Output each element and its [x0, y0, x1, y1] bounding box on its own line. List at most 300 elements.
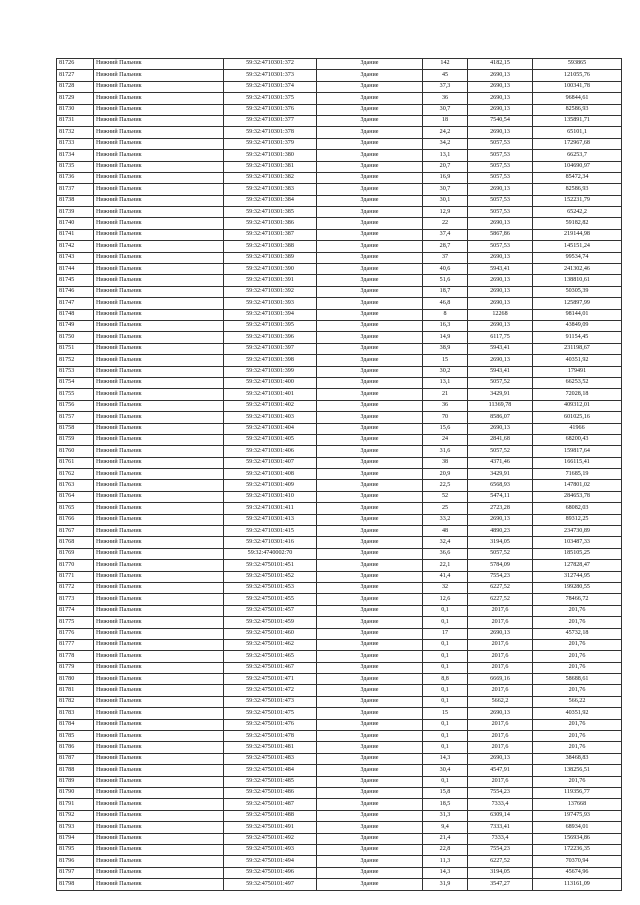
object-type-cell: Здание	[317, 639, 423, 650]
row-number-cell: 81791	[57, 799, 94, 810]
cadastral-number-cell: 59:32:4710301:379	[224, 138, 317, 149]
area-cell: 30,7	[423, 184, 468, 195]
settlement-cell: Нижний Пальник	[94, 286, 224, 297]
row-number-cell: 81753	[57, 366, 94, 377]
row-number-cell: 81784	[57, 719, 94, 730]
object-type-cell: Здание	[317, 537, 423, 548]
row-number-cell: 81735	[57, 161, 94, 172]
row-number-cell: 81766	[57, 514, 94, 525]
area-cell: 70	[423, 412, 468, 423]
settlement-cell: Нижний Пальник	[94, 355, 224, 366]
area-cell: 17	[423, 628, 468, 639]
table-row	[57, 70, 622, 81]
row-number-cell: 81777	[57, 639, 94, 650]
table-row	[57, 776, 622, 787]
object-type-cell: Здание	[317, 799, 423, 810]
cadastral-value-cell: 89312,25	[533, 514, 622, 525]
area-cell: 21,4	[423, 833, 468, 844]
cadastral-value-cell: 601025,16	[533, 412, 622, 423]
row-number-cell: 81746	[57, 286, 94, 297]
row-number-cell: 81770	[57, 560, 94, 571]
area-cell: 28,7	[423, 241, 468, 252]
cadastral-number-cell: 59:32:4750101:467	[224, 662, 317, 673]
object-type-cell: Здание	[317, 229, 423, 240]
object-type-cell: Здание	[317, 81, 423, 92]
cadastral-value-cell: 166115,41	[533, 457, 622, 468]
unit-value-cell: 7554,23	[468, 571, 533, 582]
cadastral-value-cell: 38468,83	[533, 753, 622, 764]
table-row	[57, 674, 622, 685]
cadastral-value-cell: 58688,61	[533, 674, 622, 685]
settlement-cell: Нижний Пальник	[94, 810, 224, 821]
unit-value-cell: 2017,6	[468, 617, 533, 628]
settlement-cell: Нижний Пальник	[94, 833, 224, 844]
table-row	[57, 628, 622, 639]
settlement-cell: Нижний Пальник	[94, 582, 224, 593]
area-cell: 12,6	[423, 594, 468, 605]
area-cell: 13,1	[423, 150, 468, 161]
table-row	[57, 355, 622, 366]
cadastral-value-cell: 85472,34	[533, 172, 622, 183]
settlement-cell: Нижний Пальник	[94, 434, 224, 445]
object-type-cell: Здание	[317, 662, 423, 673]
unit-value-cell: 5057,53	[468, 195, 533, 206]
table-row	[57, 708, 622, 719]
settlement-cell: Нижний Пальник	[94, 548, 224, 559]
cadastral-number-cell: 59:32:4710301:409	[224, 480, 317, 491]
settlement-cell: Нижний Пальник	[94, 377, 224, 388]
row-number-cell: 81774	[57, 605, 94, 616]
settlement-cell: Нижний Пальник	[94, 150, 224, 161]
cadastral-value-cell: 104690,97	[533, 161, 622, 172]
cadastral-number-cell: 59:32:4710301:397	[224, 343, 317, 354]
object-type-cell: Здание	[317, 161, 423, 172]
cadastral-value-cell: 147801,02	[533, 480, 622, 491]
row-number-cell: 81727	[57, 70, 94, 81]
object-type-cell: Здание	[317, 856, 423, 867]
unit-value-cell: 5057,53	[468, 161, 533, 172]
area-cell: 31,9	[423, 879, 468, 890]
row-number-cell: 81744	[57, 264, 94, 275]
object-type-cell: Здание	[317, 377, 423, 388]
cadastral-number-cell: 59:32:4750101:476	[224, 719, 317, 730]
settlement-cell: Нижний Пальник	[94, 628, 224, 639]
cadastral-value-cell: 185105,25	[533, 548, 622, 559]
cadastral-value-cell: 284653,78	[533, 491, 622, 502]
settlement-cell: Нижний Пальник	[94, 241, 224, 252]
object-type-cell: Здание	[317, 434, 423, 445]
cadastral-number-cell: 59:32:4710301:406	[224, 446, 317, 457]
unit-value-cell: 2017,6	[468, 731, 533, 742]
table-row	[57, 469, 622, 480]
cadastral-value-cell: 241302,46	[533, 264, 622, 275]
unit-value-cell: 6227,52	[468, 582, 533, 593]
area-cell: 37,4	[423, 229, 468, 240]
table-row	[57, 138, 622, 149]
cadastral-number-cell: 59:32:4710301:380	[224, 150, 317, 161]
object-type-cell: Здание	[317, 628, 423, 639]
cadastral-value-cell: 65242,2	[533, 207, 622, 218]
area-cell: 24,2	[423, 127, 468, 138]
cadastral-value-cell: 71685,19	[533, 469, 622, 480]
settlement-cell: Нижний Пальник	[94, 469, 224, 480]
cadastral-number-cell: 59:32:4750101:484	[224, 765, 317, 776]
object-type-cell: Здание	[317, 400, 423, 411]
row-number-cell: 81757	[57, 412, 94, 423]
cadastral-value-cell: 43849,09	[533, 320, 622, 331]
area-cell: 36	[423, 93, 468, 104]
unit-value-cell: 5057,53	[468, 241, 533, 252]
table-row	[57, 639, 622, 650]
unit-value-cell: 5662,2	[468, 696, 533, 707]
object-type-cell: Здание	[317, 412, 423, 423]
unit-value-cell: 2017,6	[468, 719, 533, 730]
table-row	[57, 719, 622, 730]
row-number-cell: 81789	[57, 776, 94, 787]
settlement-cell: Нижний Пальник	[94, 446, 224, 457]
unit-value-cell: 6669,16	[468, 674, 533, 685]
cadastral-value-cell: 566,22	[533, 696, 622, 707]
area-cell: 46,8	[423, 298, 468, 309]
row-number-cell: 81786	[57, 742, 94, 753]
area-cell: 37,3	[423, 81, 468, 92]
object-type-cell: Здание	[317, 286, 423, 297]
row-number-cell: 81743	[57, 252, 94, 263]
cadastral-number-cell: 59:32:4710301:403	[224, 412, 317, 423]
cadastral-value-cell: 172967,68	[533, 138, 622, 149]
area-cell: 13,1	[423, 377, 468, 388]
row-number-cell: 81729	[57, 93, 94, 104]
row-number-cell: 81751	[57, 343, 94, 354]
row-number-cell: 81761	[57, 457, 94, 468]
cadastral-number-cell: 59:32:4710301:388	[224, 241, 317, 252]
cadastral-value-cell: 201,76	[533, 719, 622, 730]
table-row	[57, 275, 622, 286]
object-type-cell: Здание	[317, 879, 423, 890]
table-row	[57, 207, 622, 218]
cadastral-number-cell: 59:32:4710301:413	[224, 514, 317, 525]
cadastral-value-cell: 41966	[533, 423, 622, 434]
cadastral-number-cell: 59:32:4750101:494	[224, 856, 317, 867]
cadastral-number-cell: 59:32:4710301:382	[224, 172, 317, 183]
cadastral-number-cell: 59:32:4750101:473	[224, 696, 317, 707]
table-row	[57, 264, 622, 275]
cadastral-number-cell: 59:32:4710301:408	[224, 469, 317, 480]
settlement-cell: Нижний Пальник	[94, 844, 224, 855]
area-cell: 14,9	[423, 332, 468, 343]
settlement-cell: Нижний Пальник	[94, 822, 224, 833]
unit-value-cell: 2690,13	[468, 708, 533, 719]
table-row	[57, 286, 622, 297]
object-type-cell: Здание	[317, 264, 423, 275]
area-cell: 0,1	[423, 696, 468, 707]
table-row	[57, 856, 622, 867]
area-cell: 0,1	[423, 617, 468, 628]
cadastral-value-cell: 197475,93	[533, 810, 622, 821]
area-cell: 32	[423, 582, 468, 593]
unit-value-cell: 2017,6	[468, 685, 533, 696]
cadastral-value-cell: 68082,03	[533, 503, 622, 514]
table-row	[57, 696, 622, 707]
table-row	[57, 389, 622, 400]
cadastral-value-cell: 234730,89	[533, 526, 622, 537]
object-type-cell: Здание	[317, 469, 423, 480]
row-number-cell: 81748	[57, 309, 94, 320]
unit-value-cell: 11369,78	[468, 400, 533, 411]
cadastral-number-cell: 59:32:4710301:404	[224, 423, 317, 434]
settlement-cell: Нижний Пальник	[94, 309, 224, 320]
table-row	[57, 104, 622, 115]
object-type-cell: Здание	[317, 104, 423, 115]
settlement-cell: Нижний Пальник	[94, 537, 224, 548]
cadastral-value-cell: 82586,93	[533, 104, 622, 115]
cadastral-number-cell: 59:32:4750101:478	[224, 731, 317, 742]
cadastral-number-cell: 59:32:4710301:394	[224, 309, 317, 320]
settlement-cell: Нижний Пальник	[94, 218, 224, 229]
cadastral-number-cell: 59:32:4710301:395	[224, 320, 317, 331]
row-number-cell: 81793	[57, 822, 94, 833]
settlement-cell: Нижний Пальник	[94, 594, 224, 605]
object-type-cell: Здание	[317, 708, 423, 719]
cadastral-number-cell: 59:32:4710301:386	[224, 218, 317, 229]
area-cell: 15,6	[423, 423, 468, 434]
cadastral-value-cell: 201,76	[533, 605, 622, 616]
settlement-cell: Нижний Пальник	[94, 343, 224, 354]
table-row	[57, 172, 622, 183]
row-number-cell: 81738	[57, 195, 94, 206]
area-cell: 30,2	[423, 366, 468, 377]
cadastral-number-cell: 59:32:4750101:452	[224, 571, 317, 582]
cadastral-number-cell: 59:32:4710301:402	[224, 400, 317, 411]
table-row	[57, 93, 622, 104]
object-type-cell: Здание	[317, 742, 423, 753]
cadastral-number-cell: 59:32:4750101:462	[224, 639, 317, 650]
settlement-cell: Нижний Пальник	[94, 184, 224, 195]
area-cell: 18,5	[423, 799, 468, 810]
object-type-cell: Здание	[317, 560, 423, 571]
unit-value-cell: 5057,52	[468, 548, 533, 559]
unit-value-cell: 2690,13	[468, 753, 533, 764]
table-row	[57, 537, 622, 548]
unit-value-cell: 2841,68	[468, 434, 533, 445]
cadastral-value-cell: 78466,72	[533, 594, 622, 605]
settlement-cell: Нижний Пальник	[94, 457, 224, 468]
cadastral-number-cell: 59:32:4710301:390	[224, 264, 317, 275]
cadastral-number-cell: 59:32:4750101:457	[224, 605, 317, 616]
row-number-cell: 81780	[57, 674, 94, 685]
settlement-cell: Нижний Пальник	[94, 115, 224, 126]
unit-value-cell: 7333,41	[468, 822, 533, 833]
area-cell: 22,1	[423, 560, 468, 571]
object-type-cell: Здание	[317, 503, 423, 514]
settlement-cell: Нижний Пальник	[94, 651, 224, 662]
row-number-cell: 81730	[57, 104, 94, 115]
unit-value-cell: 2017,6	[468, 651, 533, 662]
settlement-cell: Нижний Пальник	[94, 412, 224, 423]
area-cell: 36	[423, 400, 468, 411]
table-row	[57, 229, 622, 240]
unit-value-cell: 5057,52	[468, 377, 533, 388]
table-row	[57, 685, 622, 696]
object-type-cell: Здание	[317, 867, 423, 878]
object-type-cell: Здание	[317, 719, 423, 730]
area-cell: 34,2	[423, 138, 468, 149]
cadastral-value-cell: 70370,94	[533, 856, 622, 867]
row-number-cell: 81760	[57, 446, 94, 457]
unit-value-cell: 2690,13	[468, 275, 533, 286]
cadastral-value-cell: 100341,78	[533, 81, 622, 92]
row-number-cell: 81767	[57, 526, 94, 537]
table-row	[57, 731, 622, 742]
cadastral-value-cell: 121055,76	[533, 70, 622, 81]
cadastral-number-cell: 59:32:4710301:376	[224, 104, 317, 115]
settlement-cell: Нижний Пальник	[94, 138, 224, 149]
area-cell: 41,4	[423, 571, 468, 582]
area-cell: 25	[423, 503, 468, 514]
settlement-cell: Нижний Пальник	[94, 867, 224, 878]
area-cell: 0,1	[423, 776, 468, 787]
row-number-cell: 81765	[57, 503, 94, 514]
cadastral-value-cell: 72028,18	[533, 389, 622, 400]
object-type-cell: Здание	[317, 150, 423, 161]
cadastral-value-cell: 152231,79	[533, 195, 622, 206]
cadastral-number-cell: 59:32:4710301:375	[224, 93, 317, 104]
row-number-cell: 81754	[57, 377, 94, 388]
cadastral-value-cell: 66253,7	[533, 150, 622, 161]
row-number-cell: 81775	[57, 617, 94, 628]
table-row	[57, 59, 622, 70]
settlement-cell: Нижний Пальник	[94, 856, 224, 867]
area-cell: 15	[423, 355, 468, 366]
row-number-cell: 81747	[57, 298, 94, 309]
table-row	[57, 423, 622, 434]
area-cell: 37	[423, 252, 468, 263]
table-row	[57, 491, 622, 502]
unit-value-cell: 4371,46	[468, 457, 533, 468]
unit-value-cell: 2690,13	[468, 423, 533, 434]
cadastral-number-cell: 59:32:4710301:387	[224, 229, 317, 240]
unit-value-cell: 6309,14	[468, 810, 533, 821]
unit-value-cell: 8586,07	[468, 412, 533, 423]
cadastral-number-cell: 59:32:4750101:497	[224, 879, 317, 890]
table-row	[57, 822, 622, 833]
settlement-cell: Нижний Пальник	[94, 93, 224, 104]
object-type-cell: Здание	[317, 685, 423, 696]
cadastral-number-cell: 59:32:4710301:377	[224, 115, 317, 126]
area-cell: 22,8	[423, 844, 468, 855]
unit-value-cell: 5474,11	[468, 491, 533, 502]
object-type-cell: Здание	[317, 753, 423, 764]
unit-value-cell: 3429,91	[468, 469, 533, 480]
table-row	[57, 298, 622, 309]
area-cell: 20,9	[423, 469, 468, 480]
row-number-cell: 81776	[57, 628, 94, 639]
cadastral-value-cell: 201,76	[533, 731, 622, 742]
table-row	[57, 81, 622, 92]
settlement-cell: Нижний Пальник	[94, 264, 224, 275]
settlement-cell: Нижний Пальник	[94, 207, 224, 218]
cadastral-value-cell: 201,76	[533, 685, 622, 696]
area-cell: 0,1	[423, 742, 468, 753]
unit-value-cell: 6117,75	[468, 332, 533, 343]
area-cell: 22,5	[423, 480, 468, 491]
unit-value-cell: 4182,15	[468, 59, 533, 70]
unit-value-cell: 2690,13	[468, 218, 533, 229]
unit-value-cell: 2690,13	[468, 104, 533, 115]
row-number-cell: 81763	[57, 480, 94, 491]
area-cell: 40,6	[423, 264, 468, 275]
cadastral-value-cell: 593865	[533, 59, 622, 70]
table-row	[57, 366, 622, 377]
object-type-cell: Здание	[317, 389, 423, 400]
row-number-cell: 81797	[57, 867, 94, 878]
area-cell: 33,2	[423, 514, 468, 525]
row-number-cell: 81732	[57, 127, 94, 138]
object-type-cell: Здание	[317, 309, 423, 320]
object-type-cell: Здание	[317, 172, 423, 183]
row-number-cell: 81783	[57, 708, 94, 719]
table-row	[57, 810, 622, 821]
table-row	[57, 480, 622, 491]
area-cell: 0,1	[423, 605, 468, 616]
object-type-cell: Здание	[317, 765, 423, 776]
cadastral-value-cell: 159817,64	[533, 446, 622, 457]
cadastral-number-cell: 59:32:4710301:410	[224, 491, 317, 502]
row-number-cell: 81745	[57, 275, 94, 286]
area-cell: 31,6	[423, 446, 468, 457]
row-number-cell: 81739	[57, 207, 94, 218]
settlement-cell: Нижний Пальник	[94, 799, 224, 810]
settlement-cell: Нижний Пальник	[94, 503, 224, 514]
unit-value-cell: 5867,86	[468, 229, 533, 240]
cadastral-value-cell: 201,76	[533, 639, 622, 650]
settlement-cell: Нижний Пальник	[94, 879, 224, 890]
unit-value-cell: 2690,13	[468, 93, 533, 104]
cadastral-number-cell: 59:32:4750101:483	[224, 753, 317, 764]
area-cell: 51,6	[423, 275, 468, 286]
unit-value-cell: 2690,13	[468, 184, 533, 195]
row-number-cell: 81740	[57, 218, 94, 229]
area-cell: 36,6	[423, 548, 468, 559]
row-number-cell: 81779	[57, 662, 94, 673]
row-number-cell: 81762	[57, 469, 94, 480]
table-row	[57, 195, 622, 206]
settlement-cell: Нижний Пальник	[94, 172, 224, 183]
unit-value-cell: 3194,05	[468, 537, 533, 548]
area-cell: 16,3	[423, 320, 468, 331]
cadastral-value-cell: 65101,1	[533, 127, 622, 138]
area-cell: 30,4	[423, 765, 468, 776]
table-row	[57, 582, 622, 593]
table-row	[57, 617, 622, 628]
object-type-cell: Здание	[317, 320, 423, 331]
cadastral-number-cell: 59:32:4710301:381	[224, 161, 317, 172]
area-cell: 12,9	[423, 207, 468, 218]
cadastral-value-cell: 201,76	[533, 662, 622, 673]
cadastral-number-cell: 59:32:4710301:392	[224, 286, 317, 297]
cadastral-number-cell: 59:32:4710301:374	[224, 81, 317, 92]
object-type-cell: Здание	[317, 70, 423, 81]
object-type-cell: Здание	[317, 822, 423, 833]
cadastral-number-cell: 59:32:4750101:471	[224, 674, 317, 685]
cadastral-number-cell: 59:32:4750101:481	[224, 742, 317, 753]
table-row	[57, 844, 622, 855]
settlement-cell: Нижний Пальник	[94, 70, 224, 81]
cadastral-number-cell: 59:32:4710301:383	[224, 184, 317, 195]
row-number-cell: 81782	[57, 696, 94, 707]
cadastral-value-cell: 231198,67	[533, 343, 622, 354]
table-row	[57, 309, 622, 320]
